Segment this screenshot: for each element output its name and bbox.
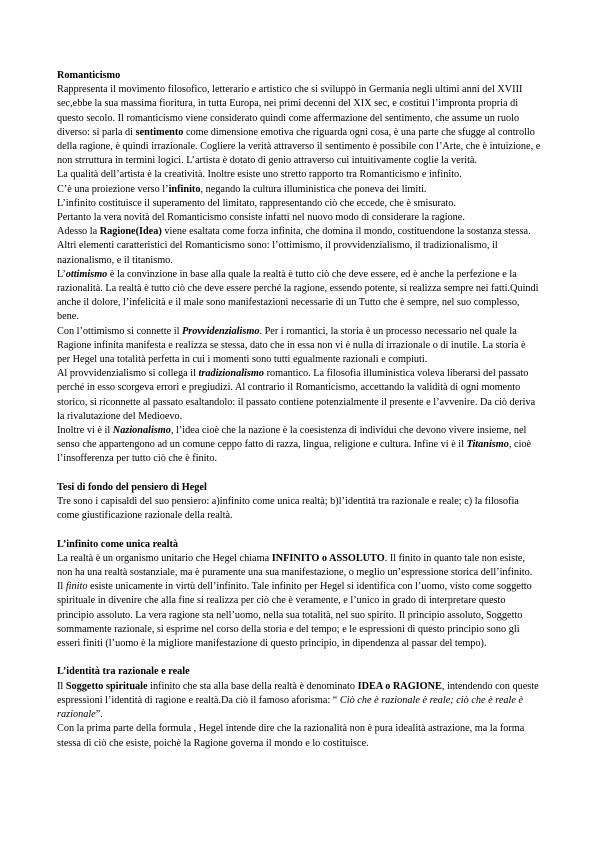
paragraph	[57, 424, 541, 467]
text: Al provvidenzialismo si collega il	[57, 368, 199, 380]
paragraph: La qualità dell’artista è la creatività. Inoltre esiste uno stretto rapporto tra Romanticismo e infinito.	[57, 169, 462, 181]
text: ”.	[95, 709, 103, 721]
bold-italic-term: Provvidenzialismo	[182, 325, 260, 337]
paragraph	[57, 225, 541, 268]
bold-italic-term: tradizionalismo	[198, 368, 264, 380]
italic-quote: Ciò che è razionale è reale; ciò che è reale è razionale	[57, 694, 524, 721]
bold-term: IDEA o RAGIONE	[357, 680, 442, 692]
section-title-tesi: Tesi di fondo del pensiero di Hegel	[57, 481, 207, 493]
spacer	[57, 651, 541, 665]
bold-italic-term: Titanismo	[466, 439, 509, 451]
text: , cioè l’insofferenza per tutto ciò che è finito.	[57, 439, 532, 465]
bold-term: Ragione(Idea)	[99, 226, 162, 238]
spacer	[57, 467, 541, 481]
italic-term: finito	[65, 581, 88, 593]
paragraph	[57, 367, 541, 424]
paragraph	[57, 325, 541, 368]
paragraph: Tre sono i capisaldi del suo pensiero: a)infinito come unica realtà; b)l’identità tra razionale e reale; c) la filosofia come giustificazione razionale della realtà.	[57, 496, 519, 522]
text: C’è una proiezione verso l’	[57, 183, 169, 195]
text: come dimensione emotiva che riguarda ogni cosa, è una parte che sfugge al controllo della ragione, è quindi irrazionale. Cogliere la verità attraverso il sentimento è possibile con l’Arte, che è intuizione, e non strruttura in termini logici. L’artista è dotato di genio attraverso cui intuitivamente coglie la verità.	[57, 126, 541, 167]
section-title-identita: L’identità tra razionale e reale	[57, 666, 190, 678]
paragraph: Pertanto la vera novità del Romanticismo consiste infatti nel nuovo modo di considerare la ragione.	[57, 212, 465, 224]
text: , negando la cultura illuministica che poneva dei limiti.	[200, 183, 427, 195]
text: esiste unicamente in virtù dell’infinito. Tale infinito per Hegel si identifica con l’uomo, visto come soggetto spirituale in divenire che alla fine si realizza per ciò che è veramente, e l’unico in grado di interpretare questo principio assoluto. La vera ragione sta nell’uomo, nella sua totalità, nel suo spirito. Il principio assoluto, Soggetto sommamente razionale, si esprime nel corso della storia e del tempo; e le espressioni di questo principio sono gli esseri finiti (l’uomo è la migliore manifestazione di questo principio, in dipendenza al passar del tempo).	[57, 581, 532, 650]
paragraph: Con la prima parte della formula , Hegel intende dire che la razionalità non è pura idealità astrazione, ma la forma stessa di ciò che esiste, poichè la Ragione governa il mondo e lo costituisce.	[57, 723, 525, 749]
text: Rappresenta il movimento filosofico, letterario e artistico che si sviluppò in Germania negli ultimi anni del XVIII sec,ebbe la sua massima fioritura, in tutta Europa, nei primi decenni del XIX sec, e costitui l’impronta propria di questo secolo. Il romanticismo viene considerato quindi come affermazione del sentimento, che assume un ruolo diverso: si parla di	[57, 84, 523, 138]
text: , l’idea cioè che la nazione è la coesistenza di individui che devono vivere insieme, nel senso che appartengono ad un comune ceppo fatto di razza, lingua, religione e cultura. Infine vi è il	[57, 425, 527, 451]
paragraph: L’infinito costituisce il superamento del limitato, rappresentando ciò che eccede, che è smisurato.	[57, 197, 456, 209]
bold-term: sentimento	[135, 126, 184, 138]
paragraph	[57, 552, 541, 651]
bold-term: infinito	[168, 183, 201, 195]
paragraph	[57, 680, 541, 723]
text: viene esaltata come forza infinita, che domina il mondo, costituendone la sostanza stessa. Altri elementi caratteristici del Romanticismo sono: l’ottimismo, il provvidenzialismo, il tradizionalismo, il nazionalismo, e il titanismo.	[57, 226, 531, 266]
section-title-infinito: L’infinito come unica realtà	[57, 538, 179, 550]
section-title-romanticismo: Romanticismo	[57, 70, 121, 81]
bold-italic-term: Nazionalismo	[112, 425, 171, 437]
text: . Il finito in quanto tale non esiste, non ha una realtà sostanziale, ma è puramente una sua manifestazione, o meglio un’espressione storica dell’infinito. Il	[57, 552, 533, 593]
text: , intendendo con queste espressioni l’identità di ragione e realtà.Da ciò il famoso aforisma: “	[57, 680, 539, 706]
text: è la convinzione in base alla quale la realtà è tutto ciò che deve essere, ed è anche la perfezione e la razionalità. La realtà è tutto ciò che deve essere perché la ragione, essendo potente, si realizza sempre nei fatti.Quindi anche il dolore, l’infelicità e il male sono manifestazioni necessarie di un Tutto che è sempre, nel suo complesso, bene.	[57, 268, 539, 323]
bold-italic-term: ottimismo	[65, 268, 108, 280]
bold-term: INFINITO o ASSOLUTO	[271, 552, 385, 564]
text: L’	[57, 268, 66, 280]
paragraph	[57, 183, 541, 197]
bold-term: Soggetto spirituale	[65, 680, 148, 692]
text: Il	[57, 680, 66, 692]
text: infinito che sta alla base della realtà è denominato	[147, 680, 358, 692]
spacer	[57, 523, 541, 537]
paragraph	[57, 268, 541, 325]
document-body	[57, 69, 541, 751]
paragraph	[57, 83, 541, 168]
text: Con l’ottimismo si connette il	[57, 325, 182, 337]
text: Adesso la	[57, 226, 100, 238]
text: romantico. La filosofia illuministica voleva liberarsi del passato perché in esso scorgeva errori e pregiudizi. Al contrario il Romanticismo, accettando la validità di ogni momento storico, si riconnette al passato esaltandolo: il passato contiene potenzialmente il presente e l’avvenire. Da ciò deriva la rivalutazione del Medioevo.	[57, 368, 536, 422]
text: . Per i romantici, la storia è un processo necessario nel quale la Ragione infinita manifesta e realizza se stessa, dato che in essa non vi è nulla di irrazionale o di inutile. La storia è per Hegel una totalità perfetta in cui i momenti sono tutti egualmente razionali e compiuti.	[57, 325, 526, 366]
text: Inoltre vi è il	[57, 425, 113, 437]
text: La realtà è un organismo unitario che Hegel chiama	[57, 552, 272, 564]
